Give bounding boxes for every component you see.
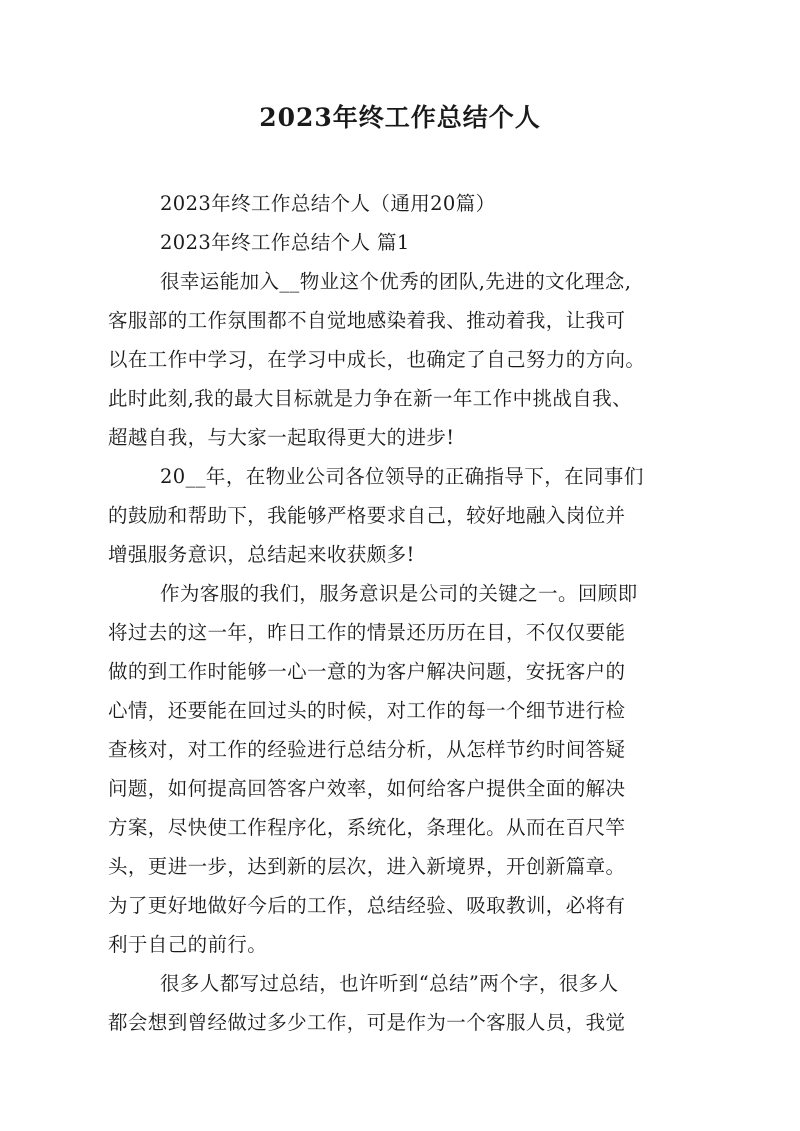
paragraph-2-line-1: 20__年，在物业公司各位领导的正确指导下，在同事们 (160, 465, 644, 488)
paragraph-3-line-10: 利于自己的前行。 (108, 933, 268, 956)
paragraph-2-line-2: 的鼓励和帮助下，我能够严格要求自己，较好地融入岗位并 (108, 504, 626, 527)
paragraph-3-line-4: 心情，还要能在回过头的时候，对工作的每一个细节进行检 (108, 699, 626, 722)
paragraph-3-line-9: 为了更好地做好今后的工作，总结经验、吸取教训，必将有 (108, 894, 626, 917)
paragraph-1-line-5: 超越自我，与大家一起取得更大的进步! (108, 426, 455, 449)
paragraph-3-line-7: 方案，尽快使工作程序化，系统化，条理化。从而在百尺竿 (108, 816, 626, 839)
paragraph-3-line-3: 做的到工作时能够一心一意的为客户解决问题，安抚客户的 (108, 660, 626, 683)
section-heading: 2023年终工作总结个人 篇1 (160, 231, 410, 254)
paragraph-3-line-1: 作为客服的我们，服务意识是公司的关键之一。回顾即 (160, 582, 638, 605)
paragraph-1-line-4: 此时此刻,我的最大目标就是力争在新一年工作中挑战自我、 (108, 387, 632, 410)
paragraph-1-line-1: 很幸运能加入__物业这个优秀的团队,先进的文化理念, (160, 270, 632, 293)
document-subtitle: 2023年终工作总结个人（通用20篇） (160, 192, 496, 215)
document-title: 2023年终工作总结个人 (259, 103, 541, 132)
paragraph-3-line-6: 问题，如何提高回答客户效率，如何给客户提供全面的解决 (108, 777, 626, 800)
paragraph-3-line-8: 头，更进一步，达到新的层次，进入新境界，开创新篇章。 (108, 855, 626, 878)
paragraph-3-line-2: 将过去的这一年，昨日工作的情景还历历在目，不仅仅要能 (108, 621, 626, 644)
paragraph-4-line-2: 都会想到曾经做过多少工作，可是作为一个客服人员，我觉 (108, 1011, 626, 1034)
paragraph-1-line-2: 客服部的工作氛围都不自觉地感染着我、推动着我，让我可 (108, 309, 626, 332)
paragraph-4-line-1: 很多人都写过总结，也许听到“总结”两个字，很多人 (160, 972, 619, 995)
paragraph-2-line-3: 增强服务意识，总结起来收获颇多! (108, 543, 415, 566)
paragraph-3-line-5: 查核对，对工作的经验进行总结分析，从怎样节约时间答疑 (108, 738, 626, 761)
paragraph-1-line-3: 以在工作中学习，在学习中成长，也确定了自己努力的方向。 (108, 348, 646, 371)
document-body (108, 184, 692, 1042)
